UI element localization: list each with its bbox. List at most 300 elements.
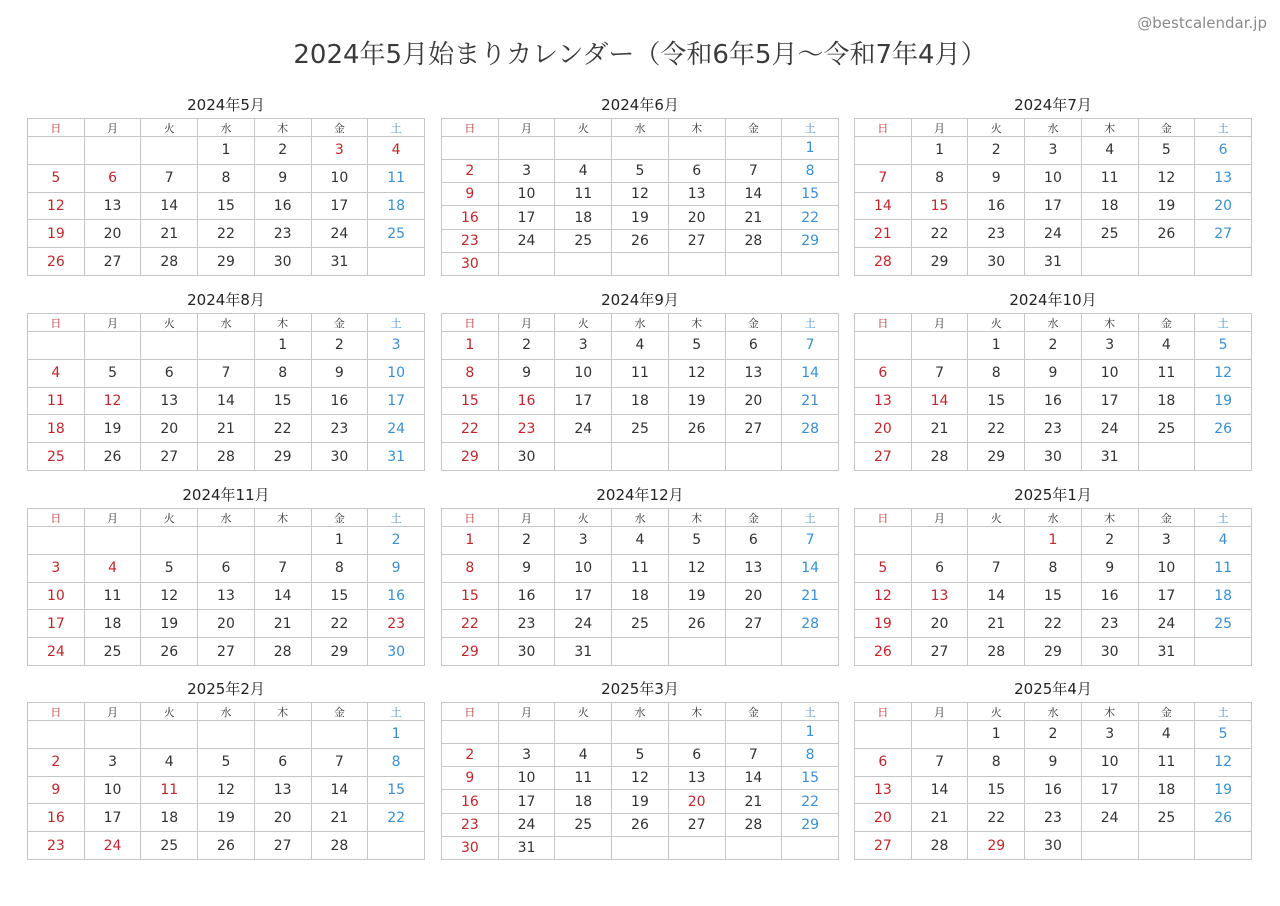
weekday-header: 土 xyxy=(782,314,839,332)
day-cell: 12 xyxy=(612,183,669,206)
weekday-header: 水 xyxy=(198,509,255,527)
day-cell: 3 xyxy=(1081,332,1138,360)
day-cell: 11 xyxy=(1138,748,1195,776)
week-row xyxy=(442,638,839,666)
day-cell xyxy=(254,527,311,555)
weekday-header: 水 xyxy=(1025,119,1082,137)
day-cell: 15 xyxy=(968,387,1025,415)
day-cell: 11 xyxy=(612,554,669,582)
day-cell: 24 xyxy=(1025,220,1082,248)
month-table xyxy=(27,118,425,276)
day-cell: 7 xyxy=(782,527,839,555)
day-cell: 13 xyxy=(855,776,912,804)
weekday-header: 土 xyxy=(1195,119,1252,137)
day-cell: 25 xyxy=(84,638,141,666)
weekday-header: 水 xyxy=(198,119,255,137)
day-cell: 28 xyxy=(782,610,839,638)
day-cell: 22 xyxy=(198,220,255,248)
day-cell: 26 xyxy=(1138,220,1195,248)
day-cell xyxy=(198,332,255,360)
day-cell: 3 xyxy=(1025,137,1082,165)
day-cell xyxy=(855,721,912,749)
day-cell xyxy=(725,137,782,160)
day-cell: 12 xyxy=(28,192,85,220)
day-cell: 31 xyxy=(1138,638,1195,666)
day-cell: 28 xyxy=(911,443,968,471)
day-cell: 7 xyxy=(855,164,912,192)
day-cell: 12 xyxy=(1195,748,1252,776)
weekday-header: 木 xyxy=(1081,509,1138,527)
day-cell: 19 xyxy=(198,804,255,832)
day-cell: 8 xyxy=(442,359,499,387)
month-table xyxy=(854,702,1252,860)
day-cell: 14 xyxy=(725,767,782,790)
week-row xyxy=(442,206,839,229)
weekday-header: 火 xyxy=(555,314,612,332)
day-cell: 20 xyxy=(84,220,141,248)
week-row xyxy=(855,164,1252,192)
month-title: 2024年6月 xyxy=(601,96,679,114)
day-cell: 5 xyxy=(612,744,669,767)
weekday-header: 水 xyxy=(198,703,255,721)
day-cell: 27 xyxy=(725,415,782,443)
weekday-header: 月 xyxy=(84,509,141,527)
day-cell: 7 xyxy=(968,554,1025,582)
day-cell: 6 xyxy=(725,332,782,360)
day-cell: 10 xyxy=(84,776,141,804)
day-cell: 24 xyxy=(1081,415,1138,443)
weekday-header: 金 xyxy=(311,314,368,332)
month-table xyxy=(854,118,1252,276)
day-cell: 6 xyxy=(668,160,725,183)
day-cell: 14 xyxy=(911,776,968,804)
day-cell: 27 xyxy=(1195,220,1252,248)
day-cell: 20 xyxy=(198,610,255,638)
day-cell: 24 xyxy=(28,638,85,666)
day-cell: 1 xyxy=(968,721,1025,749)
day-cell: 24 xyxy=(1138,610,1195,638)
day-cell: 24 xyxy=(368,415,425,443)
day-cell: 8 xyxy=(442,554,499,582)
month-table xyxy=(441,508,839,666)
day-cell: 6 xyxy=(855,359,912,387)
day-cell: 17 xyxy=(555,582,612,610)
day-cell: 30 xyxy=(368,638,425,666)
day-cell: 9 xyxy=(442,767,499,790)
day-cell: 14 xyxy=(725,183,782,206)
day-cell: 21 xyxy=(782,387,839,415)
weekday-header: 月 xyxy=(911,314,968,332)
weekday-header: 土 xyxy=(1195,509,1252,527)
day-cell: 9 xyxy=(28,776,85,804)
weekday-header: 水 xyxy=(1025,314,1082,332)
day-cell: 12 xyxy=(141,582,198,610)
day-cell xyxy=(911,721,968,749)
month-title: 2025年3月 xyxy=(601,680,679,698)
weekday-header: 水 xyxy=(612,509,669,527)
day-cell: 6 xyxy=(855,748,912,776)
day-cell: 30 xyxy=(1025,832,1082,860)
day-cell: 4 xyxy=(555,160,612,183)
day-cell: 7 xyxy=(911,359,968,387)
weekday-header: 木 xyxy=(254,509,311,527)
day-cell: 19 xyxy=(612,206,669,229)
day-cell xyxy=(855,527,912,555)
day-cell: 20 xyxy=(725,582,782,610)
day-cell: 26 xyxy=(84,443,141,471)
day-cell: 11 xyxy=(612,359,669,387)
month-title: 2025年2月 xyxy=(187,680,265,698)
day-cell xyxy=(612,252,669,275)
day-cell: 5 xyxy=(612,160,669,183)
week-row xyxy=(855,332,1252,360)
day-cell: 9 xyxy=(368,554,425,582)
weekday-header: 木 xyxy=(254,703,311,721)
day-cell xyxy=(1195,248,1252,276)
week-row xyxy=(855,554,1252,582)
day-cell: 4 xyxy=(612,527,669,555)
day-cell: 25 xyxy=(1081,220,1138,248)
day-cell: 17 xyxy=(498,206,555,229)
day-cell: 23 xyxy=(442,813,499,836)
week-row xyxy=(28,192,425,220)
day-cell: 5 xyxy=(668,332,725,360)
day-cell: 6 xyxy=(911,554,968,582)
day-cell xyxy=(1081,248,1138,276)
day-cell: 4 xyxy=(1195,527,1252,555)
day-cell: 11 xyxy=(141,776,198,804)
day-cell xyxy=(368,832,425,860)
day-cell: 27 xyxy=(855,443,912,471)
day-cell: 28 xyxy=(855,248,912,276)
day-cell xyxy=(498,137,555,160)
day-cell: 26 xyxy=(668,415,725,443)
day-cell: 19 xyxy=(1195,776,1252,804)
weekday-header: 木 xyxy=(668,314,725,332)
weekday-header: 木 xyxy=(668,703,725,721)
week-row xyxy=(855,387,1252,415)
day-cell: 4 xyxy=(612,332,669,360)
weekday-header: 月 xyxy=(498,703,555,721)
day-cell xyxy=(782,443,839,471)
day-cell: 14 xyxy=(855,192,912,220)
day-cell: 25 xyxy=(555,813,612,836)
day-cell: 1 xyxy=(968,332,1025,360)
day-cell: 1 xyxy=(911,137,968,165)
day-cell: 15 xyxy=(782,767,839,790)
day-cell: 5 xyxy=(668,527,725,555)
day-cell: 5 xyxy=(28,164,85,192)
day-cell: 24 xyxy=(311,220,368,248)
day-cell: 27 xyxy=(855,832,912,860)
day-cell: 30 xyxy=(442,836,499,859)
day-cell: 6 xyxy=(84,164,141,192)
weekday-header-row xyxy=(28,119,425,137)
day-cell xyxy=(84,721,141,749)
week-row xyxy=(442,582,839,610)
day-cell: 10 xyxy=(1138,554,1195,582)
day-cell: 19 xyxy=(668,387,725,415)
day-cell xyxy=(612,836,669,859)
day-cell: 7 xyxy=(141,164,198,192)
week-row xyxy=(28,387,425,415)
day-cell: 10 xyxy=(28,582,85,610)
weekday-header-row xyxy=(855,509,1252,527)
week-row xyxy=(855,415,1252,443)
weekday-header: 日 xyxy=(855,509,912,527)
day-cell: 13 xyxy=(911,582,968,610)
day-cell: 8 xyxy=(782,160,839,183)
weekday-header: 月 xyxy=(911,509,968,527)
weekday-header: 火 xyxy=(968,314,1025,332)
day-cell: 9 xyxy=(1025,748,1082,776)
day-cell: 5 xyxy=(855,554,912,582)
day-cell: 8 xyxy=(782,744,839,767)
weekday-header: 水 xyxy=(612,703,669,721)
week-row xyxy=(855,248,1252,276)
day-cell: 19 xyxy=(1138,192,1195,220)
week-row xyxy=(28,527,425,555)
day-cell xyxy=(254,721,311,749)
month-table xyxy=(27,508,425,666)
day-cell: 1 xyxy=(782,721,839,744)
weekday-header: 月 xyxy=(498,314,555,332)
month-table xyxy=(441,702,839,860)
day-cell: 2 xyxy=(1025,721,1082,749)
day-cell: 31 xyxy=(368,443,425,471)
day-cell: 28 xyxy=(968,638,1025,666)
day-cell: 9 xyxy=(498,359,555,387)
day-cell: 7 xyxy=(782,332,839,360)
day-cell xyxy=(198,721,255,749)
day-cell: 13 xyxy=(84,192,141,220)
day-cell: 12 xyxy=(1138,164,1195,192)
day-cell: 30 xyxy=(254,248,311,276)
day-cell: 18 xyxy=(612,582,669,610)
day-cell: 10 xyxy=(1081,748,1138,776)
day-cell: 28 xyxy=(254,638,311,666)
day-cell: 4 xyxy=(28,359,85,387)
day-cell: 12 xyxy=(612,767,669,790)
day-cell: 3 xyxy=(1138,527,1195,555)
day-cell: 2 xyxy=(1081,527,1138,555)
day-cell xyxy=(555,443,612,471)
day-cell: 22 xyxy=(1025,610,1082,638)
week-row xyxy=(855,220,1252,248)
day-cell: 30 xyxy=(442,252,499,275)
day-cell: 18 xyxy=(1081,192,1138,220)
day-cell: 4 xyxy=(1138,721,1195,749)
day-cell: 26 xyxy=(28,248,85,276)
weekday-header: 水 xyxy=(612,119,669,137)
day-cell xyxy=(141,332,198,360)
day-cell: 10 xyxy=(368,359,425,387)
day-cell: 2 xyxy=(28,748,85,776)
day-cell: 18 xyxy=(1138,387,1195,415)
day-cell: 4 xyxy=(555,744,612,767)
weekday-header: 火 xyxy=(141,509,198,527)
week-row xyxy=(442,137,839,160)
day-cell: 16 xyxy=(442,790,499,813)
day-cell: 20 xyxy=(141,415,198,443)
weekday-header: 土 xyxy=(1195,314,1252,332)
month-calendar xyxy=(441,94,839,276)
week-row xyxy=(442,443,839,471)
week-row xyxy=(442,415,839,443)
day-cell: 5 xyxy=(84,359,141,387)
day-cell: 16 xyxy=(1025,387,1082,415)
day-cell: 3 xyxy=(28,554,85,582)
day-cell: 25 xyxy=(1138,415,1195,443)
day-cell: 30 xyxy=(311,443,368,471)
day-cell: 6 xyxy=(198,554,255,582)
day-cell: 25 xyxy=(368,220,425,248)
weekday-header: 火 xyxy=(968,119,1025,137)
day-cell: 15 xyxy=(442,582,499,610)
weekday-header: 木 xyxy=(668,119,725,137)
day-cell: 1 xyxy=(198,137,255,165)
day-cell: 22 xyxy=(968,804,1025,832)
weekday-header: 土 xyxy=(782,509,839,527)
weekday-header: 土 xyxy=(368,314,425,332)
day-cell: 28 xyxy=(911,832,968,860)
week-row xyxy=(442,183,839,206)
day-cell: 25 xyxy=(28,443,85,471)
week-row xyxy=(28,748,425,776)
day-cell: 29 xyxy=(1025,638,1082,666)
day-cell: 10 xyxy=(1081,359,1138,387)
day-cell: 3 xyxy=(1081,721,1138,749)
day-cell: 12 xyxy=(198,776,255,804)
day-cell xyxy=(311,721,368,749)
weekday-header: 月 xyxy=(498,509,555,527)
day-cell: 16 xyxy=(498,387,555,415)
day-cell xyxy=(725,721,782,744)
day-cell xyxy=(782,252,839,275)
day-cell: 23 xyxy=(1025,804,1082,832)
week-row xyxy=(442,813,839,836)
month-title: 2024年7月 xyxy=(1014,96,1092,114)
weekday-header-row xyxy=(855,703,1252,721)
week-row xyxy=(28,554,425,582)
weekday-header: 日 xyxy=(28,314,85,332)
day-cell: 29 xyxy=(198,248,255,276)
day-cell: 26 xyxy=(141,638,198,666)
day-cell: 29 xyxy=(311,638,368,666)
day-cell: 2 xyxy=(254,137,311,165)
month-calendar xyxy=(27,484,425,666)
day-cell xyxy=(855,332,912,360)
day-cell: 16 xyxy=(368,582,425,610)
day-cell: 31 xyxy=(311,248,368,276)
day-cell: 13 xyxy=(725,359,782,387)
day-cell xyxy=(1195,638,1252,666)
month-title: 2024年9月 xyxy=(601,291,679,309)
day-cell: 14 xyxy=(141,192,198,220)
day-cell: 13 xyxy=(254,776,311,804)
weekday-header: 月 xyxy=(911,703,968,721)
day-cell: 7 xyxy=(198,359,255,387)
week-row xyxy=(442,387,839,415)
day-cell xyxy=(782,836,839,859)
day-cell: 15 xyxy=(311,582,368,610)
day-cell: 15 xyxy=(198,192,255,220)
week-row xyxy=(855,721,1252,749)
day-cell: 13 xyxy=(725,554,782,582)
day-cell xyxy=(84,137,141,165)
day-cell: 26 xyxy=(612,229,669,252)
day-cell: 19 xyxy=(1195,387,1252,415)
day-cell: 12 xyxy=(855,582,912,610)
week-row xyxy=(28,582,425,610)
day-cell xyxy=(668,443,725,471)
day-cell: 22 xyxy=(782,206,839,229)
day-cell: 2 xyxy=(498,527,555,555)
day-cell: 17 xyxy=(311,192,368,220)
month-calendar xyxy=(854,289,1252,471)
day-cell: 27 xyxy=(84,248,141,276)
day-cell: 16 xyxy=(442,206,499,229)
day-cell xyxy=(84,332,141,360)
day-cell: 31 xyxy=(555,638,612,666)
day-cell: 19 xyxy=(612,790,669,813)
day-cell xyxy=(442,137,499,160)
week-row xyxy=(855,832,1252,860)
day-cell: 28 xyxy=(141,248,198,276)
month-title: 2024年11月 xyxy=(182,486,270,504)
day-cell: 22 xyxy=(968,415,1025,443)
day-cell: 30 xyxy=(498,443,555,471)
day-cell: 5 xyxy=(141,554,198,582)
day-cell xyxy=(1081,832,1138,860)
weekday-header-row xyxy=(855,119,1252,137)
day-cell: 30 xyxy=(1025,443,1082,471)
day-cell: 17 xyxy=(1025,192,1082,220)
day-cell: 4 xyxy=(368,137,425,165)
day-cell: 14 xyxy=(911,387,968,415)
week-row xyxy=(28,721,425,749)
day-cell: 31 xyxy=(1025,248,1082,276)
day-cell: 15 xyxy=(911,192,968,220)
day-cell: 3 xyxy=(498,744,555,767)
week-row xyxy=(442,767,839,790)
day-cell: 7 xyxy=(311,748,368,776)
day-cell: 21 xyxy=(254,610,311,638)
day-cell: 30 xyxy=(1081,638,1138,666)
day-cell: 18 xyxy=(141,804,198,832)
month-title: 2024年8月 xyxy=(187,291,265,309)
weekday-header: 土 xyxy=(368,509,425,527)
day-cell: 21 xyxy=(911,804,968,832)
day-cell: 28 xyxy=(725,229,782,252)
day-cell: 22 xyxy=(442,610,499,638)
week-row xyxy=(855,359,1252,387)
day-cell: 11 xyxy=(1195,554,1252,582)
day-cell: 18 xyxy=(1195,582,1252,610)
week-row xyxy=(28,137,425,165)
day-cell: 3 xyxy=(84,748,141,776)
day-cell: 8 xyxy=(1025,554,1082,582)
week-row xyxy=(28,443,425,471)
day-cell: 21 xyxy=(311,804,368,832)
day-cell: 2 xyxy=(311,332,368,360)
day-cell xyxy=(555,721,612,744)
day-cell: 1 xyxy=(311,527,368,555)
week-row xyxy=(28,359,425,387)
day-cell: 16 xyxy=(1081,582,1138,610)
day-cell: 17 xyxy=(1081,776,1138,804)
day-cell xyxy=(141,137,198,165)
